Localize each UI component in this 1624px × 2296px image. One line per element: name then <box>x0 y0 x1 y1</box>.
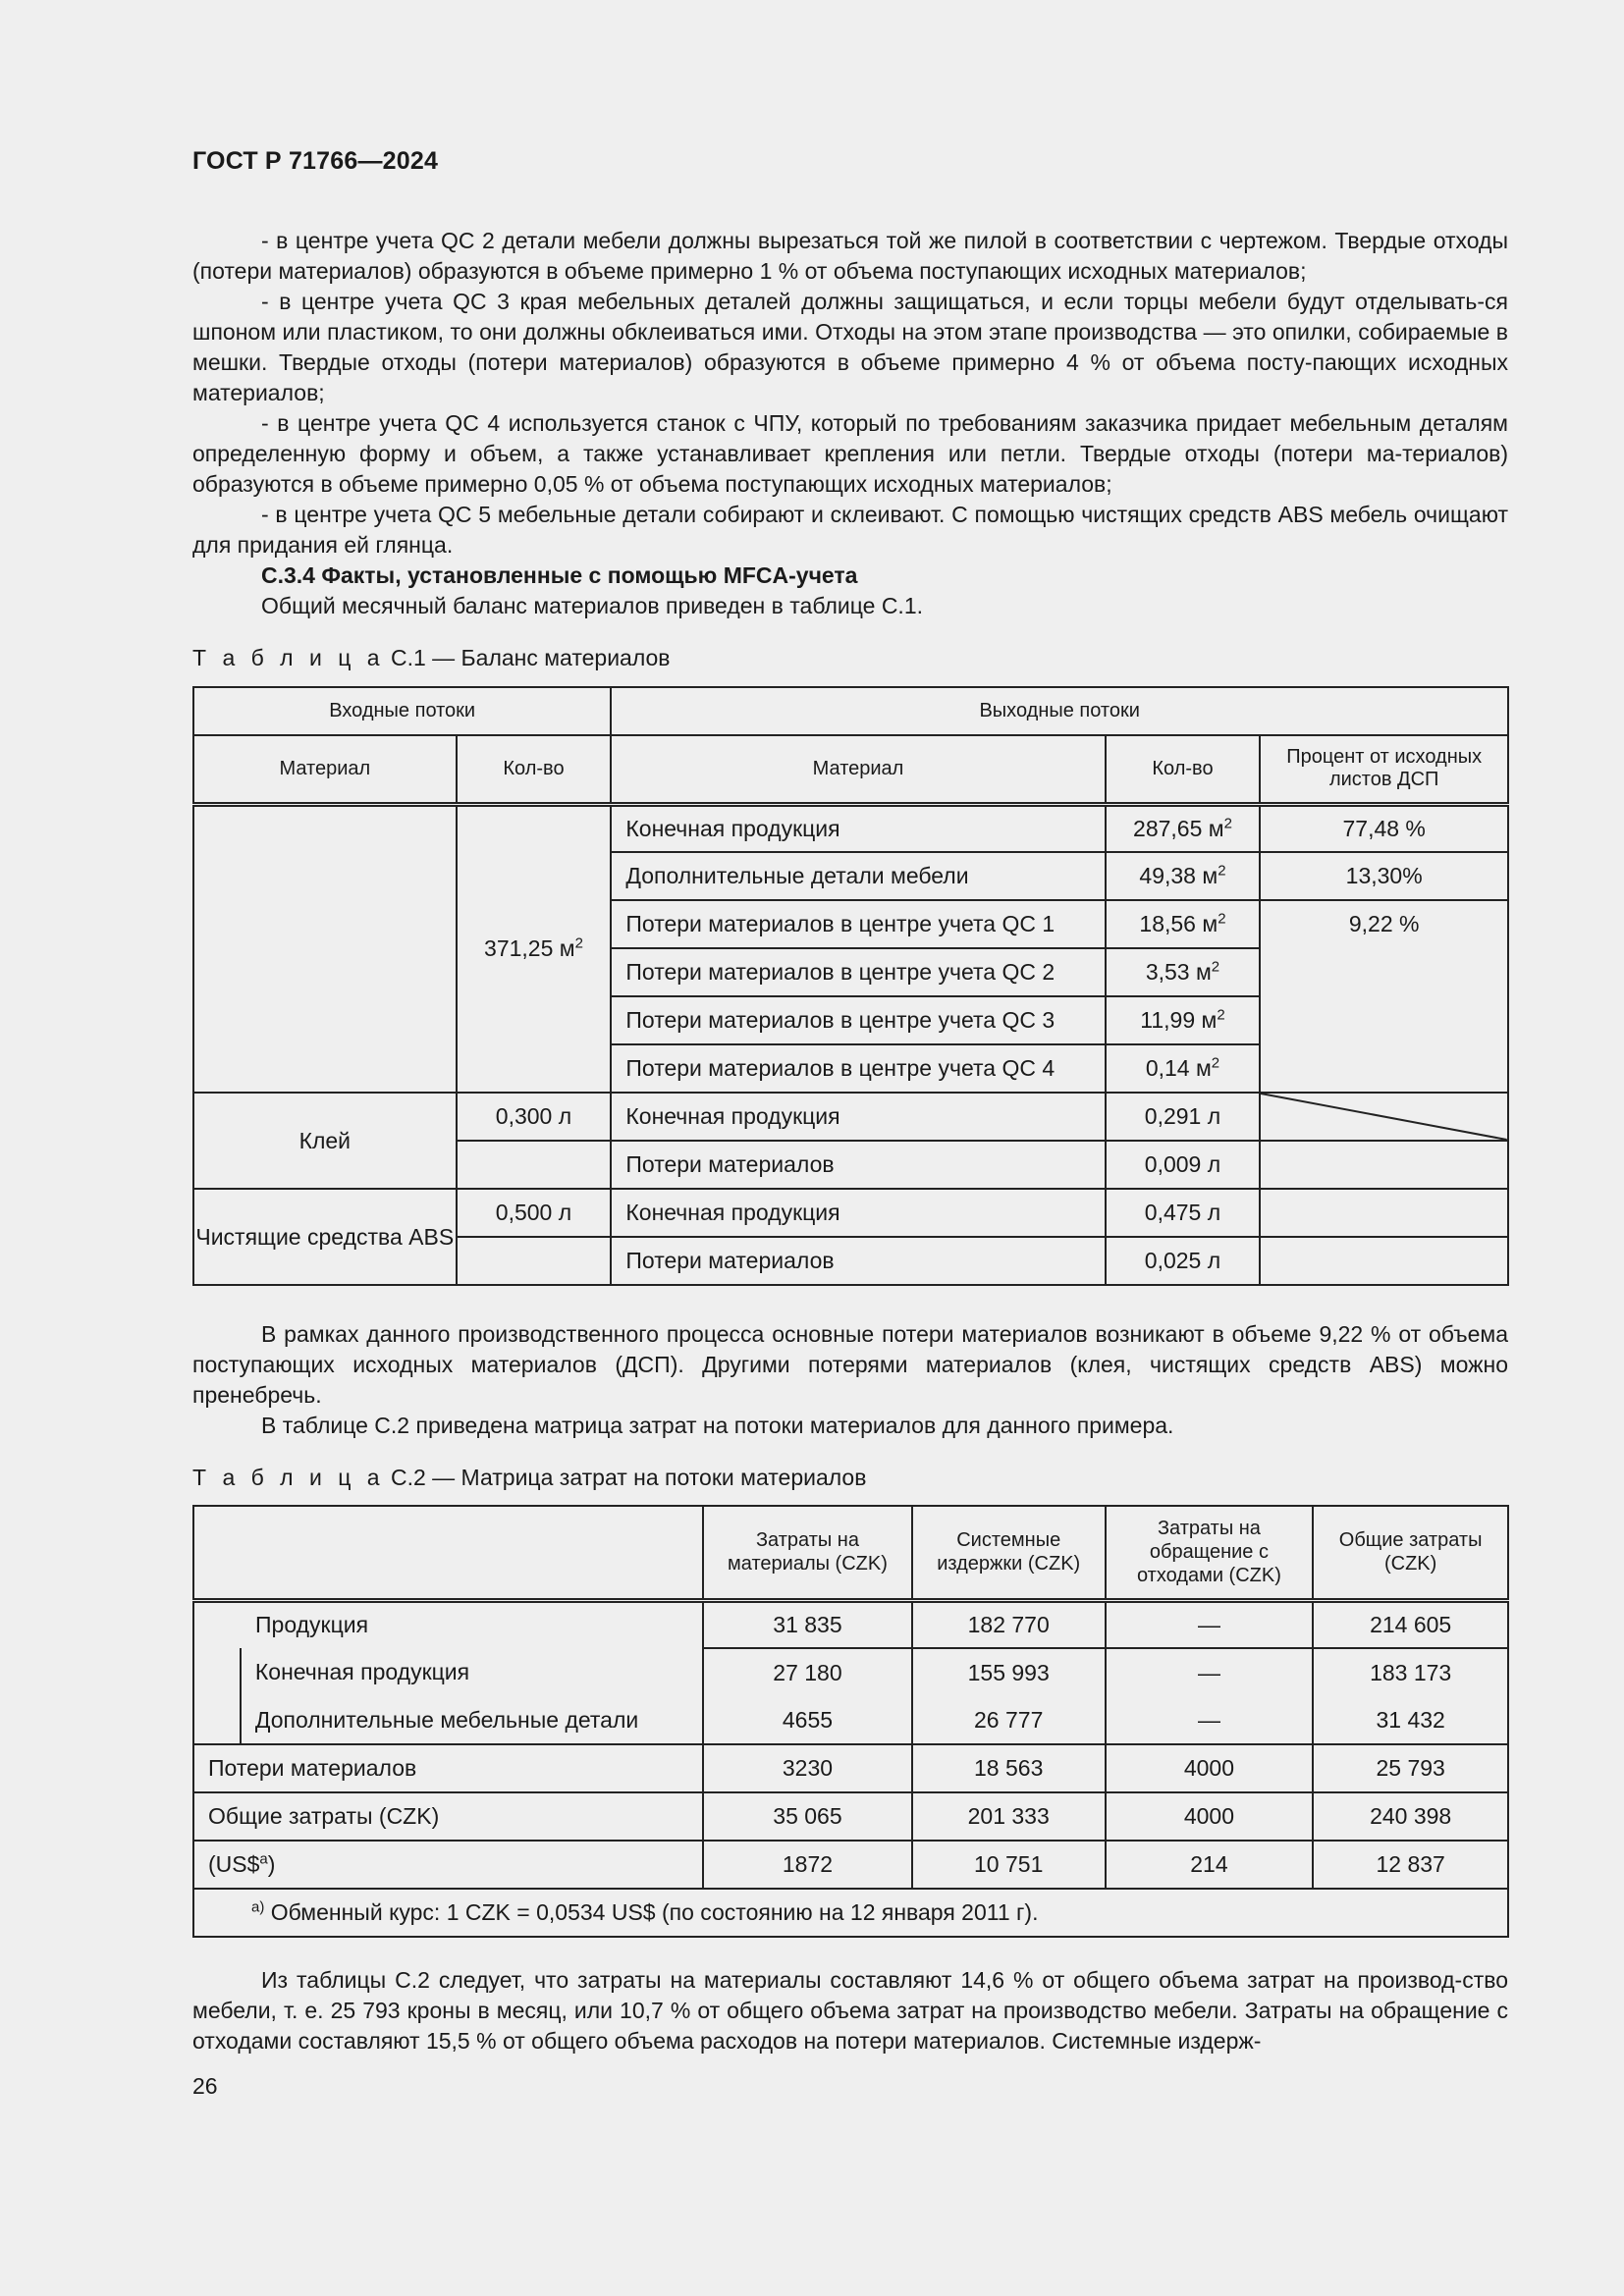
output-name: Потери материалов в центре учета QC 3 <box>611 996 1105 1044</box>
abs-material: Чистящие средства ABS <box>193 1189 457 1285</box>
paragraph: Общий месячный баланс материалов приведен в таблице С.1. <box>261 593 924 618</box>
output-qty: 0,025 л <box>1106 1237 1261 1285</box>
output-qty: 3,53 $м^2$ <box>1106 948 1261 996</box>
header-qty: Кол-во <box>457 735 612 804</box>
output-qty: 49,38 $м^2$ <box>1106 852 1261 900</box>
output-percent-losses: 9,22 % <box>1260 900 1508 1093</box>
empty-cell <box>1260 1141 1508 1189</box>
row-label: Общие затраты (CZK) <box>193 1792 703 1841</box>
abs-qty: 0,500 л <box>457 1189 612 1237</box>
cell-value: 3230 <box>703 1744 912 1792</box>
footnote-mark: а) <box>251 1898 265 1916</box>
bottom-text-block <box>192 1965 1508 2056</box>
cell-value: 214 <box>1106 1841 1314 1889</box>
paragraph: - в центре учета QC 5 мебельные детали собирают и склеивают. С помощью чистящих средств ABS мебель очищают для придания ей глянца. <box>192 502 1508 558</box>
cell-value: — <box>1106 1648 1314 1696</box>
cost-matrix-table <box>192 1505 1509 1938</box>
caption-text: С.1 — Баланс материалов <box>390 645 671 670</box>
cell-value: 31 835 <box>703 1600 912 1648</box>
cell-value: 240 398 <box>1313 1792 1508 1841</box>
footnote-text: Обменный курс: 1 CZK = 0,0534 US$ (по состоянию на 12 января 2011 г). <box>270 1899 1039 1925</box>
table2-caption <box>192 1463 866 1493</box>
empty-cell <box>457 1237 612 1285</box>
cell-value: 4000 <box>1106 1744 1314 1792</box>
table-footnote <box>193 1889 1508 1937</box>
output-qty: 287,65 $м^2$ <box>1106 804 1261 852</box>
header-total-costs: Общие затраты (CZK) <box>1313 1506 1508 1600</box>
header-out-material: Материал <box>611 735 1105 804</box>
cell-value: 10 751 <box>912 1841 1106 1889</box>
output-name: Потери материалов в центре учета QC 1 <box>611 900 1105 948</box>
cell-value: 214 605 <box>1313 1600 1508 1648</box>
cell-value: 27 180 <box>703 1648 912 1696</box>
row-label: (US\$$^a$) <box>193 1841 703 1889</box>
output-name: Конечная продукция <box>611 804 1105 852</box>
output-qty: 0,291 л <box>1106 1093 1261 1141</box>
indent-cell <box>193 1648 241 1744</box>
header-system-costs: Системные издержки (CZK) <box>912 1506 1106 1600</box>
row-label: Потери материалов <box>193 1744 703 1792</box>
top-text-block <box>192 226 1508 621</box>
cell-value: 201 333 <box>912 1792 1106 1841</box>
cell-value: 26 777 <box>912 1696 1106 1744</box>
cell-value: 4655 <box>703 1696 912 1744</box>
material-balance-table <box>192 686 1509 1286</box>
output-qty: 0,475 л <box>1106 1189 1261 1237</box>
output-qty: 0,14 $м^2$ <box>1106 1044 1261 1093</box>
paragraph: В рамках данного производственного процесса основные потери материалов возникают в объеме 9,22 % от объема поступающих исходных материалов (ДСП). Другими потерями материалов (клея, чистящих средств ABS) можно пренебречь. <box>192 1321 1508 1408</box>
cell-value: 12 837 <box>1313 1841 1508 1889</box>
section-heading: С.3.4 Факты, установленные с помощью MFCA-учета <box>261 562 858 588</box>
output-name: Дополнительные детали мебели <box>611 852 1105 900</box>
output-name: Потери материалов <box>611 1237 1105 1285</box>
empty-slash-cell <box>1260 1093 1508 1141</box>
mid-text-block <box>192 1319 1508 1441</box>
dsp-qty-cell: 371,25 $м^2$ <box>457 804 612 1093</box>
header-out-qty: Кол-во <box>1106 735 1261 804</box>
row-label: Продукция <box>193 1600 703 1648</box>
cell-value: — <box>1106 1600 1314 1648</box>
output-qty: 18,56 $м^2$ <box>1106 900 1261 948</box>
cell-value: 1872 <box>703 1841 912 1889</box>
output-name: Потери материалов <box>611 1141 1105 1189</box>
cell-value: 183 173 <box>1313 1648 1508 1696</box>
document-header: ГОСТ Р 71766—2024 <box>192 147 439 175</box>
caption-text: С.2 — Матрица затрат на потоки материалов <box>390 1465 867 1490</box>
header-material: Материал <box>193 735 457 804</box>
header-waste-costs: Затраты на обращение с отходами (CZK) <box>1106 1506 1314 1600</box>
output-name: Потери материалов в центре учета QC 2 <box>611 948 1105 996</box>
cell-value: 182 770 <box>912 1600 1106 1648</box>
paragraph: Из таблицы С.2 следует, что затраты на материалы составляют 14,6 % от общего объема затрат на производ-ство мебели, т. е. 25 793 кроны в месяц, или 10,7 % от общего объема затрат на производство мебели. Затраты на обращение с отходами составляют 15,5 % от общего объема расходов на потери материалов. Системные издерж- <box>192 1967 1508 2054</box>
output-qty: 0,009 л <box>1106 1141 1261 1189</box>
empty-cell <box>1260 1189 1508 1237</box>
header-percent: Процент от исходных листов ДСП <box>1260 735 1508 804</box>
header-input-flows: Входные потоки <box>193 687 611 735</box>
output-name: Конечная продукция <box>611 1093 1105 1141</box>
empty-cell <box>1260 1237 1508 1285</box>
dsp-material-cell <box>193 804 457 1093</box>
row-label: Дополнительные мебельные детали <box>241 1696 703 1744</box>
caption-label: Т а б л и ц а <box>192 1465 385 1490</box>
output-name: Потери материалов в центре учета QC 4 <box>611 1044 1105 1093</box>
paragraph: - в центре учета QC 3 края мебельных деталей должны защищаться, и если торцы мебели будут отделывать-ся шпоном или пластиком, то они должны обклеиваться ими. Отходы на этом этапе производства — это опилки, собираемые в мешки. Твердые отходы (потери материалов) образуются в объеме примерно 4 % от объема посту-пающих исходных материалов; <box>192 289 1508 405</box>
cell-value: 18 563 <box>912 1744 1106 1792</box>
glue-qty: 0,300 л <box>457 1093 612 1141</box>
row-label: Конечная продукция <box>241 1648 703 1696</box>
header-material-costs: Затраты на материалы (CZK) <box>703 1506 912 1600</box>
cell-value: 31 432 <box>1313 1696 1508 1744</box>
empty-cell <box>457 1141 612 1189</box>
cell-value: 25 793 <box>1313 1744 1508 1792</box>
output-percent: 13,30% <box>1260 852 1508 900</box>
header-empty <box>193 1506 703 1600</box>
paragraph: - в центре учета QC 4 используется станок с ЧПУ, который по требованиям заказчика придает мебельным деталям определенную форму и объем, а также устанавливает крепления или петли. Твердые отходы (потери ма-териалов) образуются в объеме примерно 0,05 % от объема поступающих исходных материалов; <box>192 410 1508 497</box>
page-number: 26 <box>192 2073 218 2099</box>
cell-value: 4000 <box>1106 1792 1314 1841</box>
paragraph: - в центре учета QC 2 детали мебели должны вырезаться той же пилой в соответствии с чертежом. Твердые отходы (потери материалов) образуются в объеме примерно 1 % от объема поступающих исходных материалов; <box>192 228 1508 284</box>
cell-value: 35 065 <box>703 1792 912 1841</box>
cell-value: 155 993 <box>912 1648 1106 1696</box>
header-output-flows: Выходные потоки <box>611 687 1508 735</box>
caption-label: Т а б л и ц а <box>192 645 385 670</box>
cell-value: — <box>1106 1696 1314 1744</box>
table1-caption <box>192 643 671 673</box>
paragraph: В таблице С.2 приведена матрица затрат на потоки материалов для данного примера. <box>261 1413 1174 1438</box>
output-percent: 77,48 % <box>1260 804 1508 852</box>
output-qty: 11,99 $м^2$ <box>1106 996 1261 1044</box>
glue-material: Клей <box>193 1093 457 1189</box>
output-name: Конечная продукция <box>611 1189 1105 1237</box>
